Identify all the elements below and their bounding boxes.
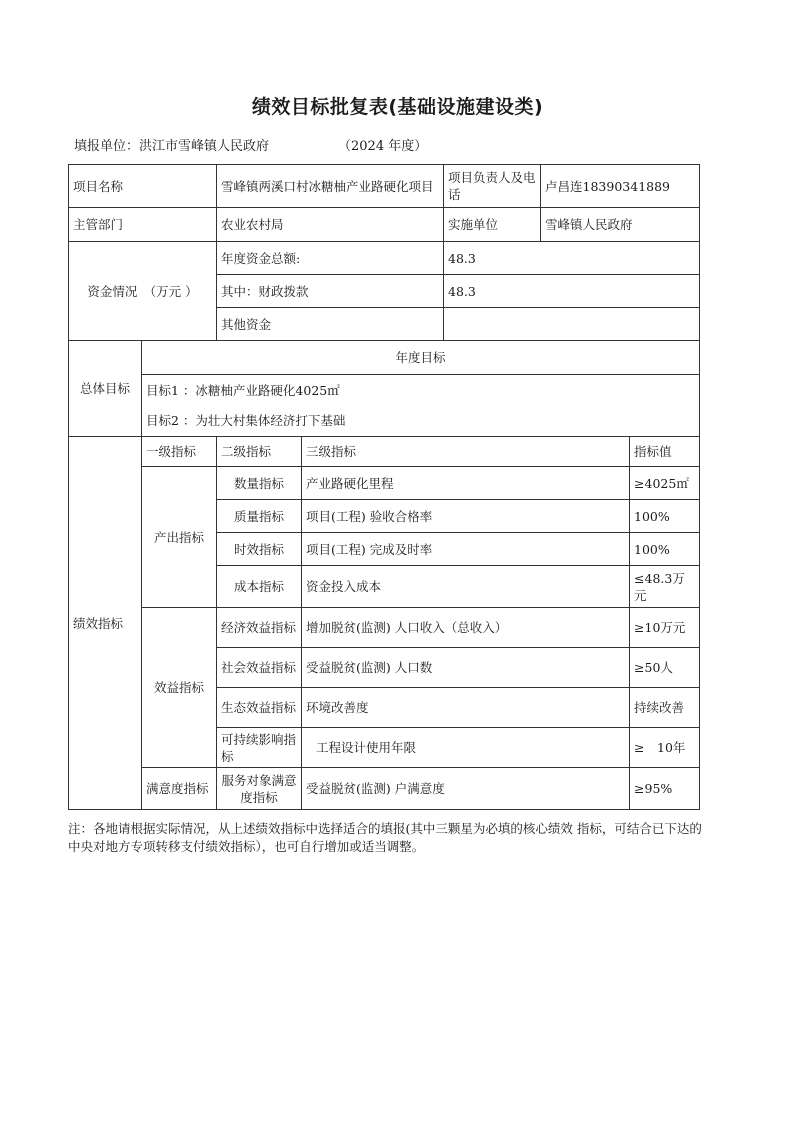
col-level1: 一级指标 bbox=[142, 437, 217, 467]
indicator-l3: 增加脱贫(监测) 人口收入（总收入） bbox=[302, 608, 630, 648]
indicator-l2: 经济效益指标 bbox=[217, 608, 302, 648]
overall-goal-label: 总体目标 bbox=[69, 341, 142, 437]
satisfaction-value: ≥95% bbox=[630, 768, 700, 810]
output-indicator-label: 产出指标 bbox=[142, 467, 217, 608]
indicator-l2: 质量指标 bbox=[217, 500, 302, 533]
project-leader-cell bbox=[444, 165, 700, 208]
impl-unit-cell bbox=[444, 208, 700, 242]
goal-1: 目标1 ：冰糖柚产业路硬化4025㎡ bbox=[142, 375, 700, 406]
indicator-l2: 成本指标 bbox=[217, 566, 302, 608]
col-value: 指标值 bbox=[630, 437, 700, 467]
impl-unit-value: 雪峰镇人民政府 bbox=[545, 217, 633, 232]
indicator-l3: 环境改善度 bbox=[302, 688, 630, 728]
col-level2: 二级指标 bbox=[217, 437, 302, 467]
indicator-l3: 项目(工程) 完成及时率 bbox=[302, 533, 630, 566]
project-name-label: 项目名称 bbox=[69, 165, 217, 208]
project-leader-value: 卢昌连18390341889 bbox=[545, 178, 671, 194]
indicator-l3: 受益脱贫(监测) 人口数 bbox=[302, 648, 630, 688]
table-row bbox=[69, 165, 700, 208]
impl-unit-label: 实施单位 bbox=[444, 208, 541, 241]
indicator-l2: 时效指标 bbox=[217, 533, 302, 566]
indicator-l2: 社会效益指标 bbox=[217, 648, 302, 688]
indicator-l3: 资金投入成本 bbox=[302, 566, 630, 608]
indicator-l2: 数量指标 bbox=[217, 467, 302, 500]
indicator-l2: 生态效益指标 bbox=[217, 688, 302, 728]
table-row bbox=[69, 467, 700, 500]
indicator-value: ≥10万元 bbox=[630, 608, 700, 648]
footnote: 注：各地请根据实际情况，从上述绩效指标中选择适合的填报(其中三颗星为必填的核心绩效 指标，可结合已下达的中央对地方专项转移支付绩效指标），也可自行增加或适当调整。 bbox=[68, 821, 702, 854]
indicator-l3: 项目(工程) 验收合格率 bbox=[302, 500, 630, 533]
table-row bbox=[69, 437, 700, 467]
indicator-l3: 产业路硬化里程 bbox=[302, 467, 630, 500]
indicator-value: 持续改善 bbox=[630, 688, 700, 728]
table-row bbox=[69, 608, 700, 648]
funding-total-value: 48.3 bbox=[444, 242, 700, 275]
funding-other-label: 其他资金 bbox=[217, 308, 444, 341]
goal-2: 目标2 ：为壮大村集体经济打下基础 bbox=[142, 406, 700, 437]
funding-fiscal-label: 其中：财政拨款 bbox=[217, 275, 444, 308]
dept-label: 主管部门 bbox=[69, 208, 217, 242]
table-row bbox=[69, 768, 700, 810]
indicator-l3: 工程设计使用年限 bbox=[302, 728, 630, 768]
reporting-unit: 填报单位：洪江市雪峰镇人民政府 bbox=[74, 139, 270, 154]
report-year: （2024 年度） bbox=[338, 139, 428, 154]
project-leader-label: 项目负责人及电话 bbox=[444, 165, 541, 207]
indicator-value: 100% bbox=[630, 500, 700, 533]
annual-goal-header: 年度目标 bbox=[142, 341, 700, 375]
funding-other-value bbox=[444, 308, 700, 341]
funding-fiscal-value: 48.3 bbox=[444, 275, 700, 308]
table-row bbox=[69, 242, 700, 275]
indicator-value: ≥ 10年 bbox=[630, 728, 700, 768]
table-row bbox=[69, 406, 700, 437]
dept-value: 农业农村局 bbox=[217, 208, 444, 242]
document-title: 绩效目标批复表(基础设施建设类) bbox=[251, 96, 544, 118]
satisfaction-l2: 服务对象满意度指标 bbox=[217, 768, 302, 810]
indicator-value: ≤48.3万元 bbox=[630, 566, 700, 608]
satisfaction-l3: 受益脱贫(监测) 户满意度 bbox=[302, 768, 630, 810]
satisfaction-l1: 满意度指标 bbox=[142, 768, 217, 810]
performance-label: 绩效指标 bbox=[69, 437, 142, 810]
indicator-value: ≥4025㎡ bbox=[630, 467, 700, 500]
performance-target-table bbox=[68, 164, 700, 810]
col-level3: 三级指标 bbox=[302, 437, 630, 467]
indicator-l2: 可持续影响指标 bbox=[217, 728, 302, 768]
indicator-value: ≥50人 bbox=[630, 648, 700, 688]
benefit-indicator-label: 效益指标 bbox=[142, 608, 217, 768]
funding-total-label: 年度资金总额: bbox=[217, 242, 444, 275]
project-name-value: 雪峰镇两溪口村冰糖柚产业路硬化项目 bbox=[217, 165, 444, 208]
table-row bbox=[69, 341, 700, 375]
funding-label: 资金情况 （万元 ） bbox=[69, 242, 217, 341]
indicator-value: 100% bbox=[630, 533, 700, 566]
table-row bbox=[69, 375, 700, 406]
table-row bbox=[69, 208, 700, 242]
